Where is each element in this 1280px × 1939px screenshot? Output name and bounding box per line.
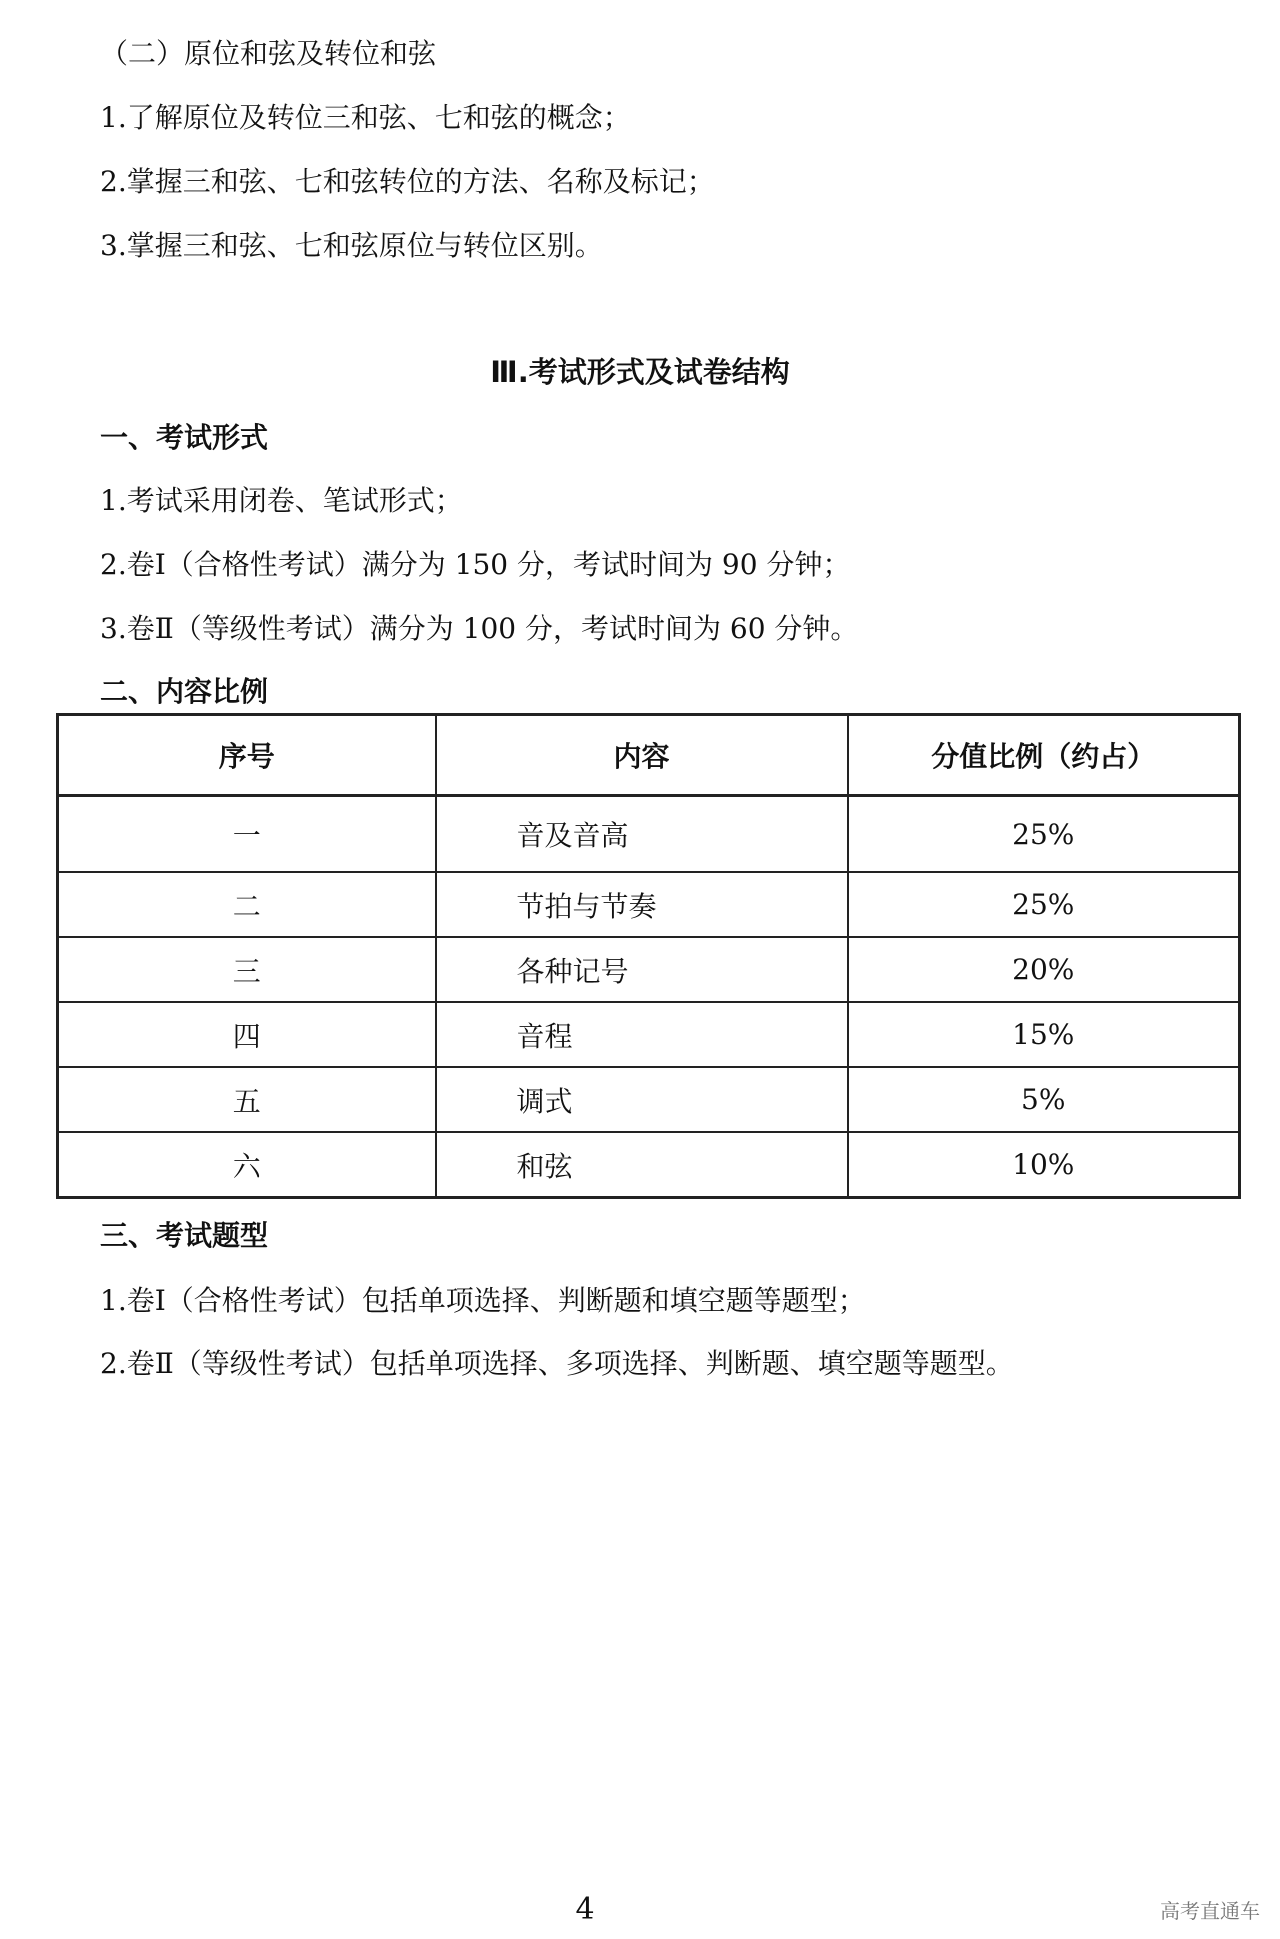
subheading-inversion-chords: （二）原位和弦及转位和弦 [100,37,437,70]
row-number: 六 [58,1132,436,1198]
row-number: 三 [58,937,436,1002]
table-row [58,796,1240,873]
row-ratio: 25% [848,872,1240,937]
page-number: 4 [575,1892,595,1927]
list-item: 2.卷Ⅰ（合格性考试）满分为 150 分，考试时间为 90 分钟； [100,548,851,581]
row-content: 节拍与节奏 [436,872,848,937]
content-ratio-table [56,713,1241,1199]
heading-question-types: 三、考试题型 [100,1219,269,1252]
list-item: 2.掌握三和弦、七和弦转位的方法、名称及标记； [100,165,715,198]
table-row [58,1067,1240,1132]
table-row [58,937,1240,1002]
row-number: 一 [58,796,436,873]
part-title: Ⅲ.考试形式及试卷结构 [490,355,790,389]
row-content: 和弦 [436,1132,848,1198]
row-content: 音及音高 [436,796,848,873]
list-item: 3.掌握三和弦、七和弦原位与转位区别。 [100,229,603,262]
row-number: 五 [58,1067,436,1132]
row-ratio: 25% [848,796,1240,873]
table-row [58,1132,1240,1198]
watermark: 高考直通车 [1160,1899,1260,1923]
row-number: 四 [58,1002,436,1067]
table-row [58,1002,1240,1067]
heading-exam-form: 一、考试形式 [100,421,269,454]
row-ratio: 15% [848,1002,1240,1067]
row-ratio: 10% [848,1132,1240,1198]
table-header-row [58,715,1240,796]
list-item: 1.卷Ⅰ（合格性考试）包括单项选择、判断题和填空题等题型； [100,1284,866,1317]
row-number: 二 [58,872,436,937]
column-header-ratio: 分值比例（约占） [848,715,1240,796]
heading-content-ratio: 二、内容比例 [100,675,269,708]
list-item: 2.卷Ⅱ（等级性考试）包括单项选择、多项选择、判断题、填空题等题型。 [100,1347,1014,1380]
table-row [58,872,1240,937]
list-item: 1.了解原位及转位三和弦、七和弦的概念； [100,101,631,134]
row-content: 各种记号 [436,937,848,1002]
row-ratio: 5% [848,1067,1240,1132]
column-header-content: 内容 [436,715,848,796]
row-content: 调式 [436,1067,848,1132]
row-ratio: 20% [848,937,1240,1002]
list-item: 1.考试采用闭卷、笔试形式； [100,484,463,517]
list-item: 3.卷Ⅱ（等级性考试）满分为 100 分，考试时间为 60 分钟。 [100,612,859,645]
column-header-number: 序号 [58,715,436,796]
row-content: 音程 [436,1002,848,1067]
